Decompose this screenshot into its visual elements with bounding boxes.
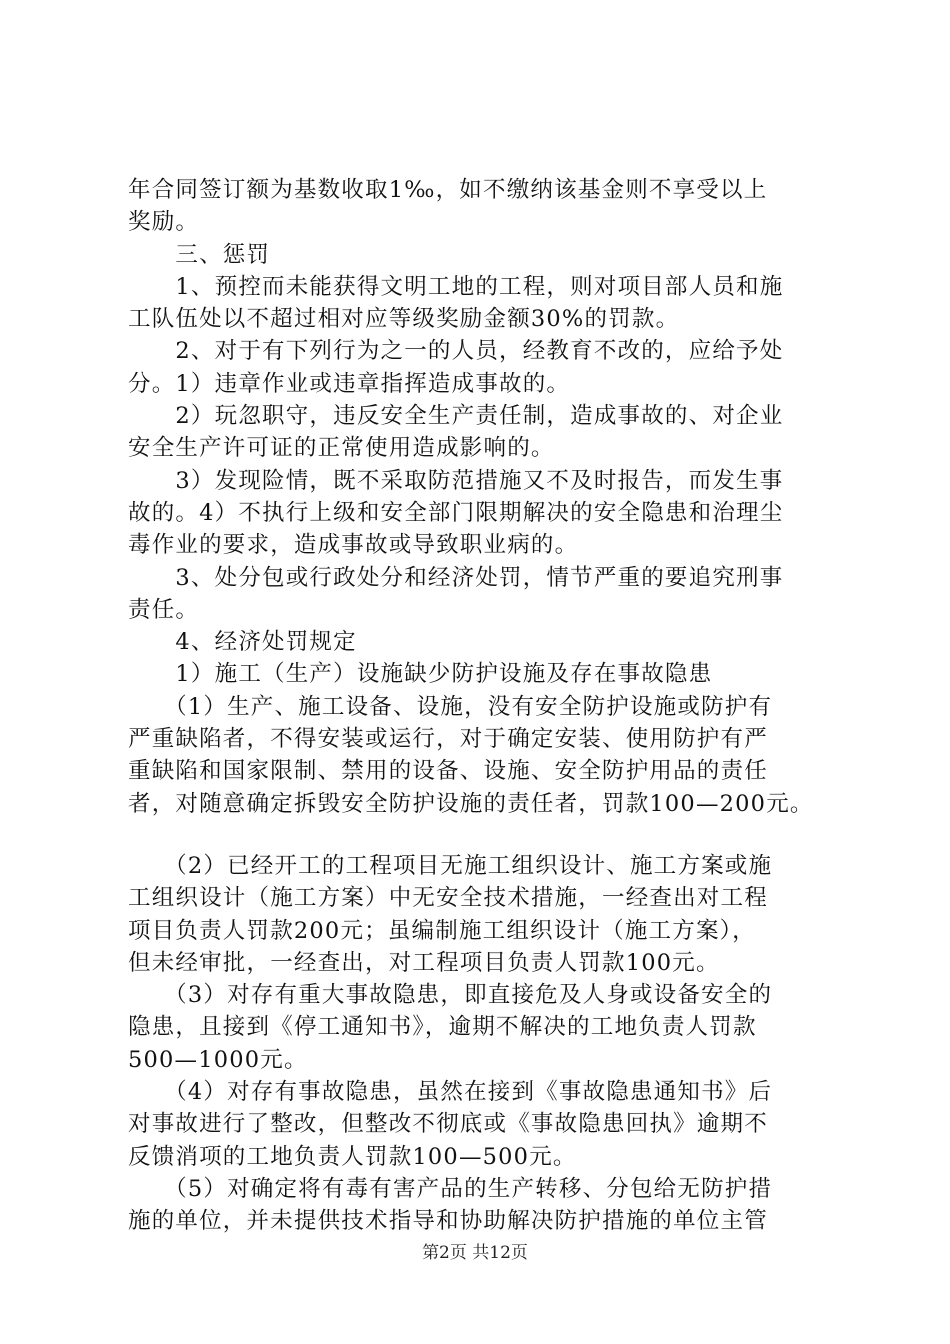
text-line: 严重缺陷者，不得安装或运行，对于确定安装、使用防护有严 bbox=[128, 726, 768, 753]
text-line: 安全生产许可证的正常使用造成影响的。 bbox=[128, 435, 555, 462]
text-line: 工组织设计（施工方案）中无安全技术措施，一经查出对工程 bbox=[128, 885, 768, 912]
text-line: 毒作业的要求，造成事故或导致职业病的。 bbox=[128, 532, 579, 559]
text-line: 者，对随意确定拆毁安全防护设施的责任者，罚款100—200元。 bbox=[128, 790, 814, 817]
text-line: 对事故进行了整改，但整改不彻底或《事故隐患回执》逾期不 bbox=[128, 1111, 768, 1138]
text-line: 分。1）违章作业或违章指挥造成事故的。 bbox=[128, 370, 571, 397]
text-line: （3）对存有重大事故隐患，即直接危及人身或设备安全的 bbox=[128, 982, 773, 1009]
text-line: 项目负责人罚款200元；虽编制施工组织设计（施工方案）， bbox=[128, 917, 756, 944]
text-line: （2）已经开工的工程项目无施工组织设计、施工方案或施 bbox=[128, 852, 773, 879]
text-line: 1、预控而未能获得文明工地的工程，则对项目部人员和施 bbox=[128, 273, 784, 300]
text-line: 2）玩忽职守，违反安全生产责任制，造成事故的、对企业 bbox=[128, 403, 784, 430]
text-line: 3、处分包或行政处分和经济处罚，情节严重的要追究刑事 bbox=[128, 564, 784, 591]
text-line: 年合同签订额为基数收取1‰，如不缴纳该基金则不享受以上 bbox=[128, 177, 768, 203]
text-line: 3）发现险情，既不采取防范措施又不及时报告，而发生事 bbox=[128, 467, 784, 494]
document-body bbox=[128, 174, 828, 1238]
subsection-heading: 4、经济处罚规定 bbox=[128, 629, 357, 656]
text-line: 反馈消项的工地负责人罚款100—500元。 bbox=[128, 1143, 577, 1170]
text-line: （4）对存有事故隐患，虽然在接到《事故隐患通知书》后 bbox=[128, 1079, 773, 1106]
section-heading: 三、惩罚 bbox=[128, 241, 271, 268]
text-line: 施的单位，并未提供技术指导和协助解决防护措施的单位主管 bbox=[128, 1208, 768, 1235]
page-number-footer: 第2页 共12页 bbox=[422, 1243, 528, 1263]
text-line: 1）施工（生产）设施缺少防护设施及存在事故隐患 bbox=[128, 661, 713, 688]
text-line: 责任。 bbox=[128, 596, 200, 623]
text-line: 隐患，且接到《停工通知书》，逾期不解决的工地负责人罚款 bbox=[128, 1014, 757, 1041]
text-line: 重缺陷和国家限制、禁用的设备、设施、安全防护用品的责任 bbox=[128, 758, 768, 785]
text-line: 2、对于有下列行为之一的人员，经教育不改的，应给予处 bbox=[128, 338, 784, 365]
text-line: 奖励。 bbox=[128, 209, 200, 236]
text-line: 工队伍处以不超过相对应等级奖励金额30%的罚款。 bbox=[128, 306, 680, 333]
text-line: 500—1000元。 bbox=[128, 1046, 308, 1073]
text-line: （5）对确定将有毒有害产品的生产转移、分包给无防护措 bbox=[128, 1175, 773, 1202]
text-line: （1）生产、施工设备、设施，没有安全防护设施或防护有 bbox=[128, 693, 773, 720]
text-line: 故的。4）不执行上级和安全部门限期解决的安全隐患和治理尘 bbox=[128, 499, 784, 526]
text-line: 但未经审批，一经查出，对工程项目负责人罚款100元。 bbox=[128, 949, 720, 976]
